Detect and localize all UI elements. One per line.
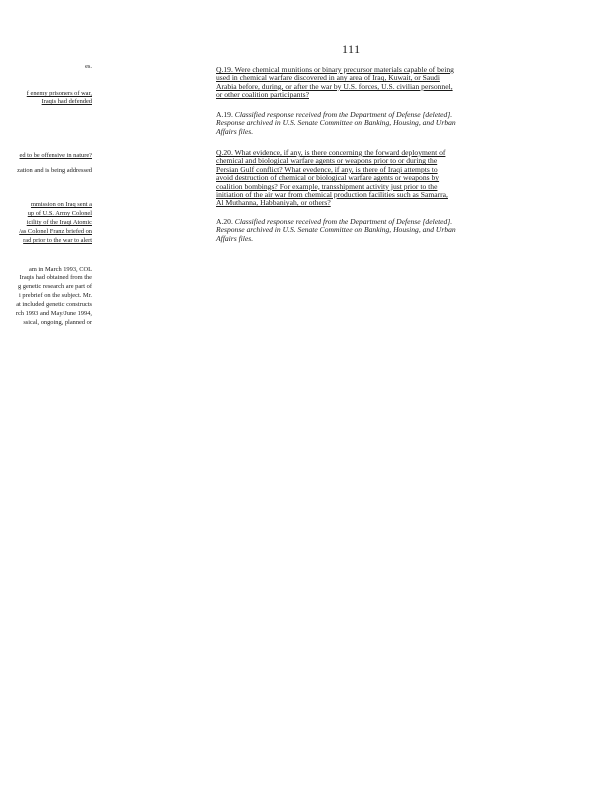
question-line: Persian Gulf conflict? What evedence, if any, is there of Iraqi attempts to (216, 164, 438, 174)
left-fragment: /as Colonel Franz briefed on (19, 228, 92, 235)
left-fragment: up of U.S. Army Colonel (27, 210, 92, 217)
question-line: or other coalition participants? (216, 90, 309, 100)
left-fragment: es. (85, 63, 92, 70)
left-fragment: ed to be offensive in nature? (19, 152, 92, 159)
question-line: Al Muthanna, Habbaniyah, or others? (216, 198, 331, 208)
answer-line: Affairs files. (216, 233, 254, 243)
question-line: initiation of the air war from chemical production facilities such as Samarra, (216, 190, 448, 200)
answer-line: Affairs files. (216, 126, 254, 136)
answer-line: Classified response received from the Department of Defense [deleted]. (234, 110, 453, 119)
left-fragment: rad prior to the war to alert (23, 237, 92, 244)
question-line: coalition bombings? For example, transshipment activity just prior to the (216, 181, 438, 191)
answer-label: A.19. (216, 110, 235, 119)
question-line: Q.20. What evidence, if any, is there concerning the forward deployment of (216, 148, 446, 157)
answer-20 (216, 218, 506, 243)
left-fragment: rch 1993 and May/June 1994, (15, 310, 92, 317)
question-line: avoid destruction of chemical or biological warfare agents or weapons by (216, 173, 440, 183)
question-20 (216, 149, 506, 208)
left-fragment: i prebrief on the subject. Mr. (19, 292, 92, 299)
left-fragment: icility of the Iraqi Atomic (26, 219, 92, 226)
left-fragment: am in March 1993, COL (28, 266, 92, 273)
left-fragment: at included genetic constructs (16, 301, 92, 308)
question-19 (216, 66, 506, 100)
left-fragment: g genetic research are part of (18, 283, 92, 290)
left-fragment: Iraqis had defended (41, 98, 92, 105)
question-line: used in chemical warfare discovered in any area of Iraq, Kuwait, or Saudi (216, 73, 440, 83)
left-fragment: zation and is being addressed (17, 167, 92, 174)
left-fragment: f enemy prisoners of war, (26, 90, 92, 97)
answer-line: Classified response received from the Department of Defense [deleted]. (234, 217, 453, 226)
question-line: Arabia before, during, or after the war by U.S. forces, U.S. civilian personnel, (216, 81, 453, 91)
page-number: 111 (342, 42, 361, 56)
left-fragment: mmission on Iraq sent a (30, 201, 92, 208)
left-fragment: ssical, ongoing, planned or (23, 319, 92, 326)
left-page-fragments (0, 0, 100, 792)
answer-line: Response archived in U.S. Senate Committee on Banking, Housing, and Urban (216, 118, 456, 128)
answer-label: A.20. (216, 217, 235, 226)
answer-line: Response archived in U.S. Senate Committee on Banking, Housing, and Urban (216, 225, 456, 235)
question-line: chemical and biological warfare agents or weapons prior to or during the (216, 156, 438, 166)
question-line: Q.19. Were chemical munitions or binary precursor materials capable of being (216, 65, 454, 74)
left-fragment: Iraqis had obtained from the (19, 274, 92, 281)
answer-19 (216, 111, 506, 136)
